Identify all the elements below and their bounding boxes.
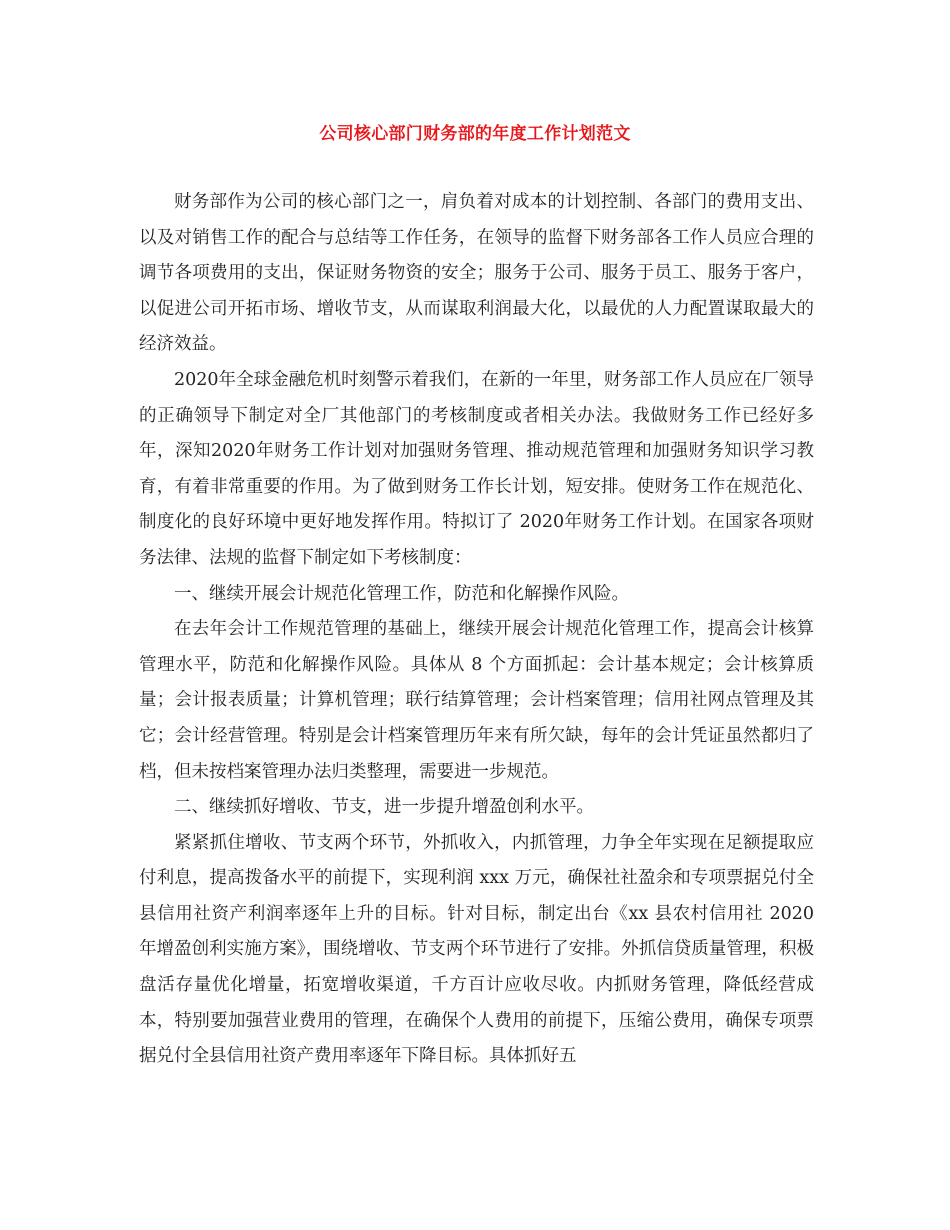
paragraph-2020-plan: 2020年全球金融危机时刻警示着我们，在新的一年里，财务部工作人员应在厂领导的正确领导下制定对全厂其他部门的考核制度或者相关办法。我做财务工作已经好多年，深知2020年财务工作计划对加强财务管理、推动规范管理和加强财务知识学习教育，有着非常重要的作用。为了做到财务工作长计划，短安排。使财务工作在规范化、制度化的良好环境中更好地发挥作用。特拟订了 2020年财务工作计划。在国家各项财务法律、法规的监督下制定如下考核制度： <box>139 369 814 568</box>
document-body <box>139 185 814 1075</box>
paragraph-intro: 财务部作为公司的核心部门之一，肩负着对成本的计划控制、各部门的费用支出、以及对销售工作的配合与总结等工作任务，在领导的监督下财务部各工作人员应合理的调节各项费用的支出，保证财务物资的安全；服务于公司、服务于员工、服务于客户，以促进公司开拓市场、增收节支，从而谋取利润最大化，以最优的人力配置谋取最大的经济效益。 <box>139 192 814 355</box>
paragraph-section-1: 在去年会计工作规范管理的基础上，继续开展会计规范化管理工作，提高会计核算管理水平，防范和化解操作风险。具体从 8 个方面抓起：会计基本规定；会计核算质量；会计报表质量；计算机管理；联行结算管理；会计档案管理；信用社网点管理及其它；会计经营管理。特别是会计档案管理历年来有所欠缺，每年的会计凭证虽然都归了档，但未按档案管理办法归类整理，需要进一步规范。 <box>139 619 814 782</box>
paragraph-section-2: 紧紧抓住增收、节支两个环节，外抓收入，内抓管理，力争全年实现在足额提取应付利息，提高拨备水平的前提下，实现利润 xxx 万元，确保社社盈余和专项票据兑付全县信用社资产利润率逐年上升的目标。针对目标，制定出台《xx 县农村信用社 2020 年增盈创利实施方案》，围绕增收、节支两个环节进行了安排。外抓信贷质量管理，积极盘活存量优化增量，拓宽增收渠道，千方百计应收尽收。内抓财务管理，降低经营成本，特别要加强营业费用的管理，在确保个人费用的前提下，压缩公费用，确保专项票据兑付全县信用社资产费用率逐年下降目标。具体抓好五 <box>139 832 814 1067</box>
section-heading-1: 一、继续开展会计规范化管理工作，防范和化解操作风险。 <box>174 583 629 604</box>
section-heading-2: 二、继续抓好增收、节支，进一步提升增盈创利水平。 <box>174 797 594 818</box>
document-title: 公司核心部门财务部的年度工作计划范文 <box>319 124 631 144</box>
